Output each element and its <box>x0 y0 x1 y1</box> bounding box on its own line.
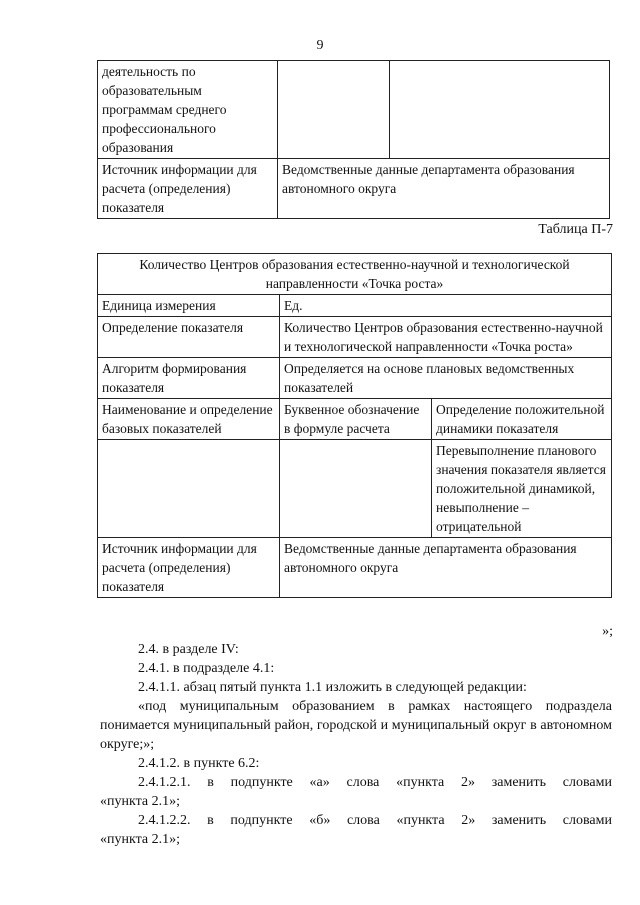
table-title: Количество Центров образования естественно-научной и технологической направленности «Точка роста» <box>98 254 612 295</box>
table-row <box>98 159 610 219</box>
table-cell: Алгоритм формирования показателя <box>98 358 280 399</box>
paragraph: «под муниципальным образованием в рамках настоящего подраздела понимается муниципальный район, городской и муниципальный округ в автономном округе;»; <box>100 699 612 752</box>
table-cell-empty <box>98 440 280 538</box>
table-cell: Ведомственные данные департамента образования автономного округа <box>278 159 610 219</box>
table-cell: деятельность по образовательным программам среднего профессионального образования <box>98 61 278 159</box>
table-caption: Таблица П-7 <box>538 222 613 237</box>
table-cell: Ед. <box>280 295 612 317</box>
table-row <box>98 399 612 440</box>
table-row <box>98 295 612 317</box>
table-row <box>98 440 612 538</box>
table-cell: Единица измерения <box>98 295 280 317</box>
table-cell-empty <box>278 61 390 159</box>
table-cell: Определяется на основе плановых ведомственных показателей <box>280 358 612 399</box>
table-cell: Ведомственные данные департамента образования автономного округа <box>280 538 612 598</box>
table-cell: Источник информации для расчета (определения) показателя <box>98 538 280 598</box>
table-row <box>98 538 612 598</box>
page-number: 9 <box>316 38 324 53</box>
paragraph: 2.4. в разделе IV: <box>138 642 239 657</box>
table-cell: Определение показателя <box>98 317 280 358</box>
table-cell: Наименование и определение базовых показателей <box>98 399 280 440</box>
paragraph: «пункта 2.1»; <box>100 832 180 847</box>
table-row <box>98 317 612 358</box>
paragraph: «пункта 2.1»; <box>100 794 180 809</box>
table-row <box>98 358 612 399</box>
closing-quote: »; <box>602 624 613 639</box>
indicator-table <box>97 253 612 598</box>
table-cell-empty <box>280 440 432 538</box>
table-cell: Источник информации для расчета (определения) показателя <box>98 159 278 219</box>
paragraph: 2.4.1.1. абзац пятый пункта 1.1 изложить в следующей редакции: <box>138 680 527 695</box>
paragraph: 2.4.1.2. в пункте 6.2: <box>138 756 260 771</box>
paragraph: 2.4.1.2.2. в подпункте «б» слова «пункта 2» заменить словами <box>138 813 612 828</box>
document-body <box>100 640 612 849</box>
table-row <box>98 61 610 159</box>
paragraph: 2.4.1.2.1. в подпункте «а» слова «пункта 2» заменить словами <box>138 775 612 790</box>
table-cell: Перевыполнение планового значения показателя является положительной динамикой, невыполнение – отрицательной <box>432 440 612 538</box>
table-cell: Количество Центров образования естественно-научной и технологической направленности «Точка роста» <box>280 317 612 358</box>
table-cell: Буквенное обозначение в формуле расчета <box>280 399 432 440</box>
paragraph: 2.4.1. в подразделе 4.1: <box>138 661 275 676</box>
table-cell-empty <box>390 61 610 159</box>
table-row <box>98 254 612 295</box>
table-continuation <box>97 60 610 219</box>
table-cell: Определение положительной динамики показателя <box>432 399 612 440</box>
